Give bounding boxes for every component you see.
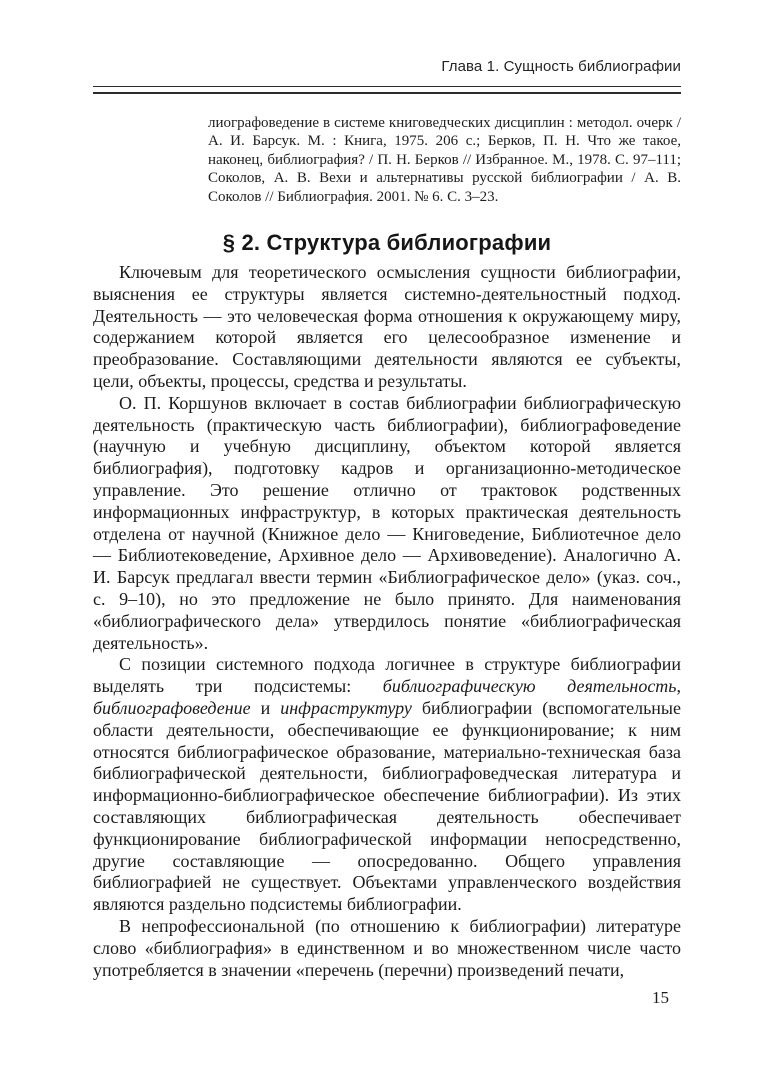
text-segment-italic: инфраструктуру — [280, 697, 412, 718]
paragraph-3 — [93, 654, 681, 916]
body-text — [93, 262, 681, 981]
text-segment: С позиции системного подхода логичнее в структуре библиографии выделять три подсистемы: — [93, 654, 681, 697]
running-head-chapter-title: Глава 1. Сущность библиографии — [441, 58, 681, 75]
text-segment: и — [250, 697, 281, 718]
text-segment-italic: библиографоведение — [93, 697, 251, 718]
paragraph-2: О. П. Коршунов включает в состав библиографии библиографическую деятельность (практическую часть библиографии), библиографоведение (научную и учебную дисциплину, объектом которой является библиография), подготовку кадров и организационно-методическое управление. Это решение отлично от трактовок родственных информационных инфраструктур, в которых практическая деятельность отделена от научной (Книжное дело — Книговедение, Библиотечное дело — Библиотековедение, Архивное дело — Архивоведение). Аналогично А. И. Барсук предлагал ввести термин «Библиографическое дело» (указ. соч., с. 9–10), но это предложение не было принято. Для наименования «библиографического дела» утвердилось понятие «библиографическая деятельность». — [93, 392, 681, 653]
text-segment-italic: библиографическую деятельность — [382, 676, 677, 697]
reference-note-continuation: лиографоведение в системе книговедческих дисциплин : методол. очерк / А. И. Барсук. М. : Книга, 1975. 206 с.; Берков, П. Н. Что же такое, наконец, библиография? / П. Н. Берков // Избранное. М., 1978. С. 97–111; Соколов, А. В. Вехи и альтернативы русской библиографии / А. В. Соколов // Библиография. 2001. № 6. С. 3–23. — [208, 115, 681, 205]
header-double-rule — [93, 86, 681, 94]
section-heading: § 2. Структура библиографии — [222, 230, 552, 256]
text-segment: библиографии (вспомогательные области деятельности, обеспечивающие ее функционирование; к ним относятся библиографическое образование, материально-техническая база библиографической деятельности, библиографоведческая литература и информационно-библиографическое обеспечение библиографии). Из этих составляющих библиографическая деятельность обеспечивает функционирование библиографической информации непосредственно, другие составляющие — опосредованно. Общего управления библиографией не существует. Объектами управленческого воздействия являются раздельно подсистемы библиографии. — [93, 697, 681, 915]
page-number: 15 — [652, 988, 669, 1008]
paragraph-1: Ключевым для теоретического осмысления сущности библиографии, выяснения ее структуры является системно-деятельностный подход. Деятельность — это человеческая форма отношения к окружающему миру, содержанием которой является его целесообразное изменение и преобразование. Составляющими деятельности являются ее субъекты, цели, объекты, процессы, средства и результаты. — [93, 262, 681, 392]
text-segment: , — [676, 676, 681, 697]
paragraph-4: В непрофессиональной (по отношению к библиографии) литературе слово «библиография» в единственном и во множественном числе часто употребляется в значении «перечень (перечни) произведений печати, — [93, 915, 681, 980]
